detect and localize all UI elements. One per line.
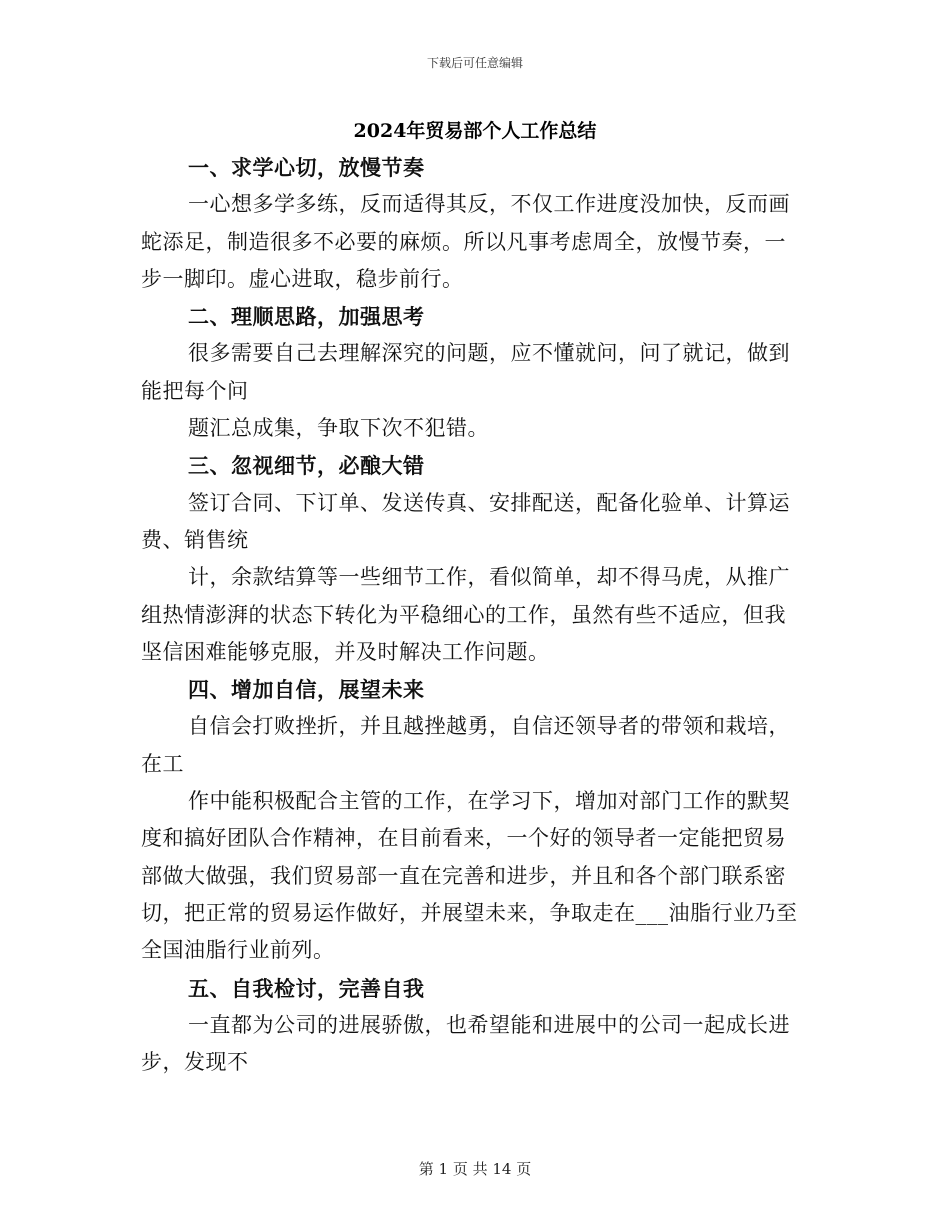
section-heading: 五、自我检讨，完善自我 <box>188 975 425 1001</box>
section-heading: 一、求学心切，放慢节奏 <box>188 155 425 180</box>
body-text-line: 能把每个问 <box>141 378 249 403</box>
body-text-line: 费、销售统 <box>141 527 249 552</box>
body-text-line: 步一脚印。虚心进取，稳步前行。 <box>141 266 464 291</box>
body-text-line: 部做大做强，我们贸易部一直在完善和进步，并且和各个部门联系密 <box>141 863 786 888</box>
body-text-line: 自信会打败挫折，并且越挫越勇，自信还领导者的带领和栽培， <box>188 714 790 739</box>
section-heading: 三、忽视细节，必酿大错 <box>188 453 425 479</box>
body-text-line: 计，余款结算等一些细节工作，看似简单，却不得马虎，从推广 <box>188 565 790 590</box>
body-text-line: 坚信困难能够克服，并及时解决工作问题。 <box>141 639 550 664</box>
body-text-line: 度和搞好团队合作精神，在目前看来，一个好的领导者一定能把贸易 <box>141 826 786 851</box>
body-text-line: 很多需要自己去理解深究的问题，应不懂就问，问了就记，做到 <box>188 341 790 366</box>
body-text-line: 蛇添足，制造很多不必要的麻烦。所以凡事考虑周全，放慢节奏，一 <box>141 229 786 254</box>
header-note: 下载后可任意编辑 <box>426 56 523 70</box>
body-text-line: 一心想多学多练，反而适得其反，不仅工作进度没加快，反而画 <box>188 192 790 217</box>
document-body <box>141 149 809 1081</box>
body-text-line: 一直都为公司的进展骄傲，也希望能和进展中的公司一起成长进 <box>188 1012 790 1037</box>
section-heading: 二、理顺思路，加强思考 <box>188 304 425 330</box>
body-text-line: 全国油脂行业前列。 <box>141 938 335 963</box>
body-text-line: 切，把正常的贸易运作做好，并展望未来，争取走在___油脂行业乃至 <box>141 900 798 925</box>
body-text-line: 步，发现不 <box>141 1050 249 1075</box>
section-heading: 四、增加自信，展望未来 <box>188 677 425 703</box>
document-title: 2024年贸易部个人工作总结 <box>353 120 597 142</box>
body-text-line: 在工 <box>141 751 184 776</box>
page-footer: 第 1 页 共 14 页 <box>418 1160 532 1178</box>
body-text-line: 题汇总成集，争取下次不犯错。 <box>188 416 489 441</box>
body-text-line: 作中能积极配合主管的工作，在学习下，增加对部门工作的默契 <box>188 789 790 814</box>
body-text-line: 组热情澎湃的状态下转化为平稳细心的工作，虽然有些不适应，但我 <box>141 602 786 627</box>
body-text-line: 签订合同、下订单、发送传真、安排配送，配备化验单、计算运 <box>188 490 790 515</box>
